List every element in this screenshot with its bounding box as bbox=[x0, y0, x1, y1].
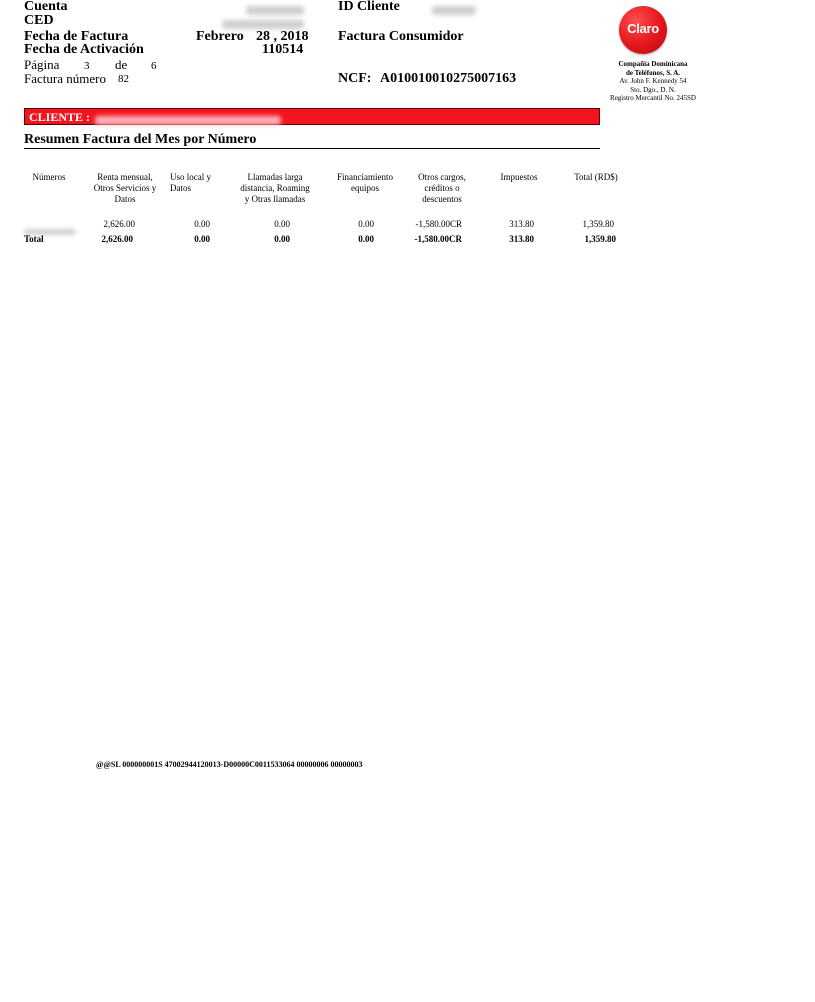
factura-tipo: Factura Consumidor bbox=[338, 29, 464, 44]
company-address2: Sto. Dgo., D. N. bbox=[630, 85, 676, 94]
fecha-activacion-value: 110514 bbox=[262, 42, 304, 57]
col-impuestos: Impuestos bbox=[500, 172, 538, 182]
ncf-value: A010010010275007163 bbox=[380, 71, 517, 86]
ced-label: CED bbox=[24, 13, 54, 28]
col-otros-cargos: Otros cargos, créditos o descuentos bbox=[418, 172, 466, 204]
pagina-de: de bbox=[115, 57, 128, 72]
total-uso: 0.00 bbox=[194, 234, 210, 244]
id-cliente-value-redacted bbox=[432, 2, 476, 20]
total-total: 1,359.80 bbox=[584, 234, 616, 244]
total-financiamiento: 0.00 bbox=[358, 234, 374, 244]
client-name-redacted bbox=[95, 112, 281, 130]
pagina-label: Página bbox=[24, 57, 60, 72]
client-bar bbox=[24, 108, 600, 125]
company-address1: Av. John F. Kennedy 54 bbox=[619, 77, 687, 85]
row-uso: 0.00 bbox=[194, 219, 210, 229]
total-otros: -1,580.00CR bbox=[414, 234, 462, 244]
pagina-total: 6 bbox=[151, 60, 157, 72]
total-renta: 2,626.00 bbox=[101, 234, 133, 244]
summary-title-rule bbox=[24, 148, 600, 149]
row-total: 1,359.80 bbox=[582, 219, 614, 229]
company-name-line2: de Teléfonos, S. A. bbox=[625, 68, 681, 77]
col-llamadas: Llamadas larga distancia, Roaming y Otras llamadas bbox=[240, 172, 310, 204]
fecha-activacion-label: Fecha de Activación bbox=[24, 42, 144, 57]
row-financiamiento: 0.00 bbox=[358, 219, 374, 229]
claro-logo bbox=[619, 6, 667, 54]
footer-code: @@SL 000000001S 47002944120013-D00000C0011533064 00000006 00000003 bbox=[96, 760, 363, 769]
row-impuestos: 313.80 bbox=[509, 219, 534, 229]
summary-title: Resumen Factura del Mes por Número bbox=[24, 132, 257, 147]
col-total: Total (RD$) bbox=[574, 172, 618, 182]
client-label: CLIENTE : bbox=[29, 110, 91, 124]
factura-numero-value: 82 bbox=[118, 73, 129, 85]
cuenta-label: Cuenta bbox=[24, 0, 68, 14]
id-cliente-label: ID Cliente bbox=[338, 0, 400, 14]
total-llamadas: 0.00 bbox=[274, 234, 290, 244]
row-llamadas: 0.00 bbox=[274, 219, 290, 229]
factura-numero-label: Factura número bbox=[24, 71, 106, 86]
claro-logo-text: Claro bbox=[627, 21, 659, 36]
fecha-factura-label: Fecha de Factura bbox=[24, 29, 129, 44]
company-name-line1: Compañia Dominicana bbox=[618, 60, 688, 68]
col-uso-local: Uso local y Datos bbox=[170, 172, 211, 193]
row-otros: -1,580.00CR bbox=[415, 219, 462, 229]
company-info bbox=[593, 60, 713, 103]
row-renta: 2,626.00 bbox=[103, 219, 135, 229]
total-impuestos: 313.80 bbox=[509, 234, 534, 244]
col-renta: Renta mensual, Otros Servicios y Datos bbox=[93, 172, 157, 204]
pagina-num: 3 bbox=[84, 60, 90, 72]
col-financiamiento: Financiamiento equipos bbox=[337, 172, 393, 193]
fecha-factura-month: Febrero bbox=[196, 29, 244, 44]
fecha-factura-day-year: 28 , 2018 bbox=[256, 29, 309, 44]
ncf-label: NCF: bbox=[338, 71, 372, 86]
total-label: Total bbox=[24, 234, 44, 244]
col-numeros: Números bbox=[32, 172, 66, 182]
company-registro: Registro Mercantil No. 245SD bbox=[610, 94, 696, 102]
